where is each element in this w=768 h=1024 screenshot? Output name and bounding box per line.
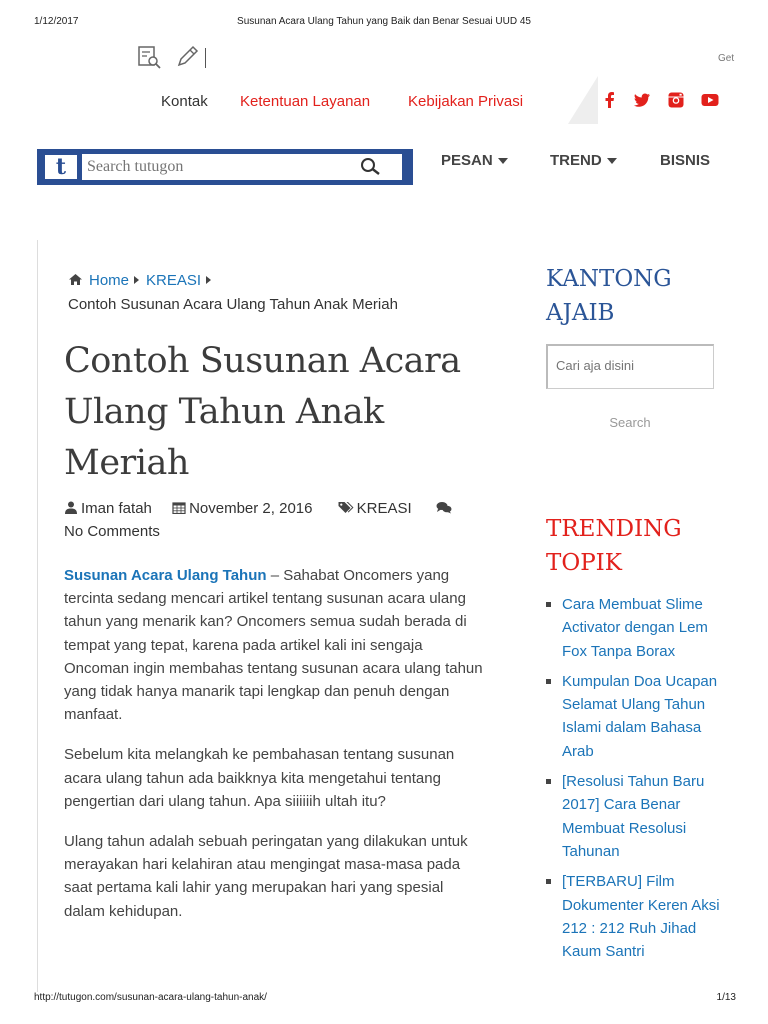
post-meta <box>64 500 455 517</box>
social-bar-corner <box>568 76 598 124</box>
kantong-ajaib-heading: KANTONG AJAIB <box>546 266 672 326</box>
post-comments[interactable]: No Comments <box>64 523 160 540</box>
nav-kebijakan-privasi[interactable]: Kebijakan Privasi <box>408 93 524 110</box>
site-search-input[interactable] <box>87 156 347 178</box>
tutugon-logo[interactable]: t <box>45 155 77 179</box>
tags-icon <box>337 501 354 514</box>
comments-icon <box>436 501 452 514</box>
toolbar-divider <box>205 48 206 68</box>
search-icon[interactable] <box>360 157 382 177</box>
instagram-icon[interactable] <box>666 90 686 110</box>
breadcrumb-category[interactable]: KREASI <box>146 272 202 289</box>
chevron-down-icon <box>498 158 508 164</box>
twitter-icon[interactable] <box>632 90 652 110</box>
print-doc-title: Susunan Acara Ulang Tahun yang Baik dan Benar Sesuai UUD 45 <box>237 16 531 27</box>
nav-pesan[interactable] <box>441 152 508 169</box>
paragraph: Sebelum kita melangkah ke pembahasan tentang susunan acara ulang tahun ada baikknya kita mengetahui tentang pengertian dari ulang tahun. Apa siiiiiih ultah itu? <box>64 746 455 810</box>
post-author[interactable]: Iman fatah <box>81 500 152 517</box>
paragraph-text: – Sahabat Oncomers yang tercinta sedang mencari artikel tentang susunan acara ulang tahun yang menarik kan? Oncomers semua sudah berada di tempat yang tepat, karena pada artikel kali ini sengaja Oncoman ingin membahas tentang susunan acara ulang tahun yang tidak hanya manarik tapi lengkap dan penuh dengan manfaat. <box>64 567 483 724</box>
trending-item[interactable]: [Resolusi Tahun Baru 2017] Cara Benar Membuat Resolusi Tahunan <box>546 770 722 863</box>
get-link[interactable]: Get <box>718 53 735 64</box>
nav-kontak[interactable]: Kontak <box>161 93 208 110</box>
reader-mode-icon[interactable] <box>136 44 162 70</box>
print-date: 1/12/2017 <box>34 16 79 27</box>
sidebar-search-field <box>546 344 714 389</box>
user-icon <box>64 501 78 514</box>
post-category[interactable]: KREASI <box>356 500 412 517</box>
pencil-icon[interactable] <box>174 44 200 70</box>
print-url: http://tutugon.com/susunan-acara-ulang-tahun-anak/ <box>34 992 267 1003</box>
chevron-down-icon <box>607 158 617 164</box>
calendar-icon <box>172 501 186 514</box>
post-title: Contoh Susunan Acara Ulang Tahun Anak Meriah <box>64 341 461 483</box>
site-search-field <box>82 154 402 180</box>
paragraph <box>64 564 484 726</box>
lead-link[interactable]: Susunan Acara Ulang Tahun <box>64 567 267 584</box>
breadcrumb-current: Contoh Susunan Acara Ulang Tahun Anak Meriah <box>68 296 398 313</box>
print-page-number: 1/13 <box>716 992 736 1003</box>
nav-pesan-label: PESAN <box>441 152 493 169</box>
site-search-bar <box>37 149 413 185</box>
trending-item[interactable]: [TERBARU] Film Dokumenter Keren Aksi 212 : 212 Ruh Jihad Kaum Santri <box>546 870 722 963</box>
content-divider <box>37 240 38 992</box>
trending-item[interactable]: Kumpulan Doa Ucapan Selamat Ulang Tahun Islami dalam Bahasa Arab <box>546 670 722 763</box>
home-icon <box>68 273 83 286</box>
post-body <box>64 564 484 940</box>
nav-trend[interactable] <box>550 152 617 169</box>
sidebar-search-input[interactable] <box>556 358 706 373</box>
facebook-icon[interactable] <box>600 90 620 110</box>
caret-right-icon <box>206 276 211 284</box>
sidebar-search-button[interactable]: Search <box>609 415 651 430</box>
paragraph: Ulang tahun adalah sebuah peringatan yang dilakukan untuk merayakan hari kelahiran atau mengingat masa-masa pada saat pertama kali lahir yang merupakan hari yang spesial dalam kehidupan. <box>64 833 468 920</box>
caret-right-icon <box>134 276 139 284</box>
trending-list <box>546 593 722 970</box>
trending-topik-heading: TRENDING TOPIK <box>546 516 682 576</box>
post-date: November 2, 2016 <box>189 500 313 517</box>
youtube-icon[interactable] <box>700 90 720 110</box>
breadcrumb-home[interactable]: Home <box>89 272 130 289</box>
breadcrumb <box>68 272 218 289</box>
trending-item[interactable]: Cara Membuat Slime Activator dengan Lem Fox Tanpa Borax <box>546 593 722 663</box>
nav-trend-label: TREND <box>550 152 602 169</box>
nav-bisnis[interactable]: BISNIS <box>660 152 711 169</box>
nav-ketentuan-layanan[interactable]: Ketentuan Layanan <box>240 93 371 110</box>
